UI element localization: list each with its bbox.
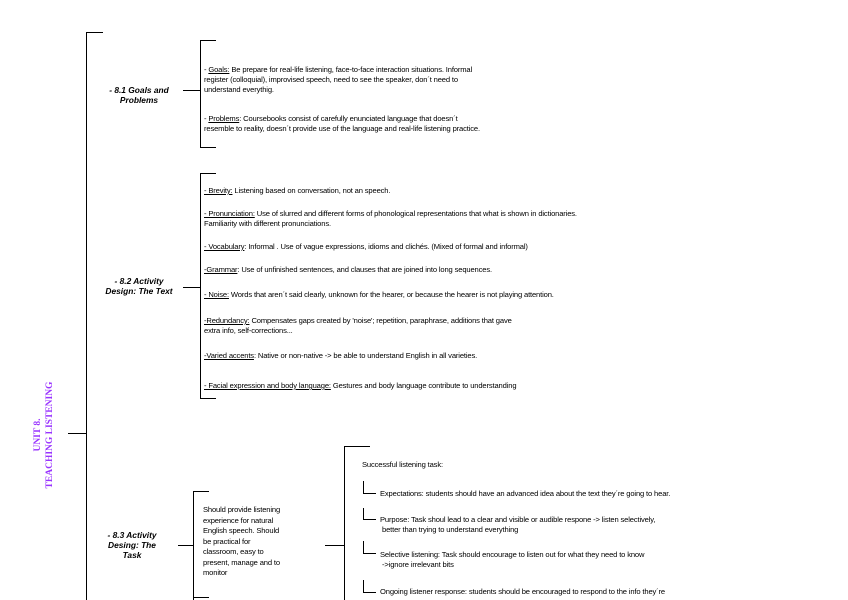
unit-title — [30, 365, 70, 505]
text-item-pronunciation: - Pronunciation: Use of slurred and different forms of phonological representations that what is shown in dictionaries. Familiarity with different pronunciations. — [204, 209, 577, 228]
unit-title-line1: UNIT 8. — [33, 418, 43, 452]
successful-item-purpose: Purpose: Task shoul lead to a clear and visible or audible respone -> listen selectively, better than trying to understand everything — [380, 515, 656, 534]
text-item-vocabulary: - Vocabulary: Informal . Use of vague expressions, idioms and clichés. (Mixed of formal and informal) — [204, 242, 528, 251]
unit-title-graphic — [30, 365, 70, 505]
text-item-noise: - Noise: Words that aren´t said clearly, unknown for the hearer, or because the hearer is not playing attention. — [204, 290, 554, 299]
text-item-grammar: -Grammar: Use of unfinished sentences, and clauses that are joined into long sequences. — [204, 265, 492, 274]
task-description: Should provide listening experience for natural English speech. Should be practical for classroom, easy to present, manage and to monitor — [203, 505, 281, 577]
successful-item-expectations: Expectations: students should have an advanced idea about the text they´re going to hear. — [380, 489, 671, 498]
goals-text: - Goals: Be prepare for real-life listening, face-to-face interaction situations. Informal register (colloquial), improvised speech, need to see the speaker, don´t need to understand everythig. — [204, 65, 473, 94]
problems-text: - Problems: Coursebooks consist of carefully enunciated language that doesn´t resemble to reality, doesn´t provide use of the language and real-life listening practice. — [204, 114, 480, 133]
successful-item-ongoing: Ongoing listener response: students should be encouraged to respond to the info they´re — [380, 587, 665, 596]
text-item-redundancy: -Redundancy: Compensates gaps created by 'noise'; repetition, paraphrase, additions that gave extra info, self-corrections... — [204, 316, 512, 335]
successful-item-selective: Selective listening: Task should encourage to listen out for what they need to know ->ignore irrelevant bits — [380, 550, 645, 569]
successful-task-header: Successful listening task: — [362, 460, 443, 469]
section-8-3-label: - 8.3 Activity Desing: The Task — [107, 530, 157, 560]
text-item-brevity: - Brevity: Listening based on conversation, not an speech. — [204, 186, 391, 195]
text-item-accents: -Varied accents: Native or non-native -> be able to understand English in all varieties. — [204, 351, 478, 360]
section-8-2-label: - 8.2 Activity Design: The Text — [105, 276, 173, 296]
unit-title-line2: TEACHING LISTENING — [45, 381, 55, 489]
text-item-facial-expression: - Facial expression and body language: Gestures and body language contribute to understanding — [204, 381, 517, 390]
section-8-1-label: - 8.1 Goals and Problems — [109, 85, 169, 105]
